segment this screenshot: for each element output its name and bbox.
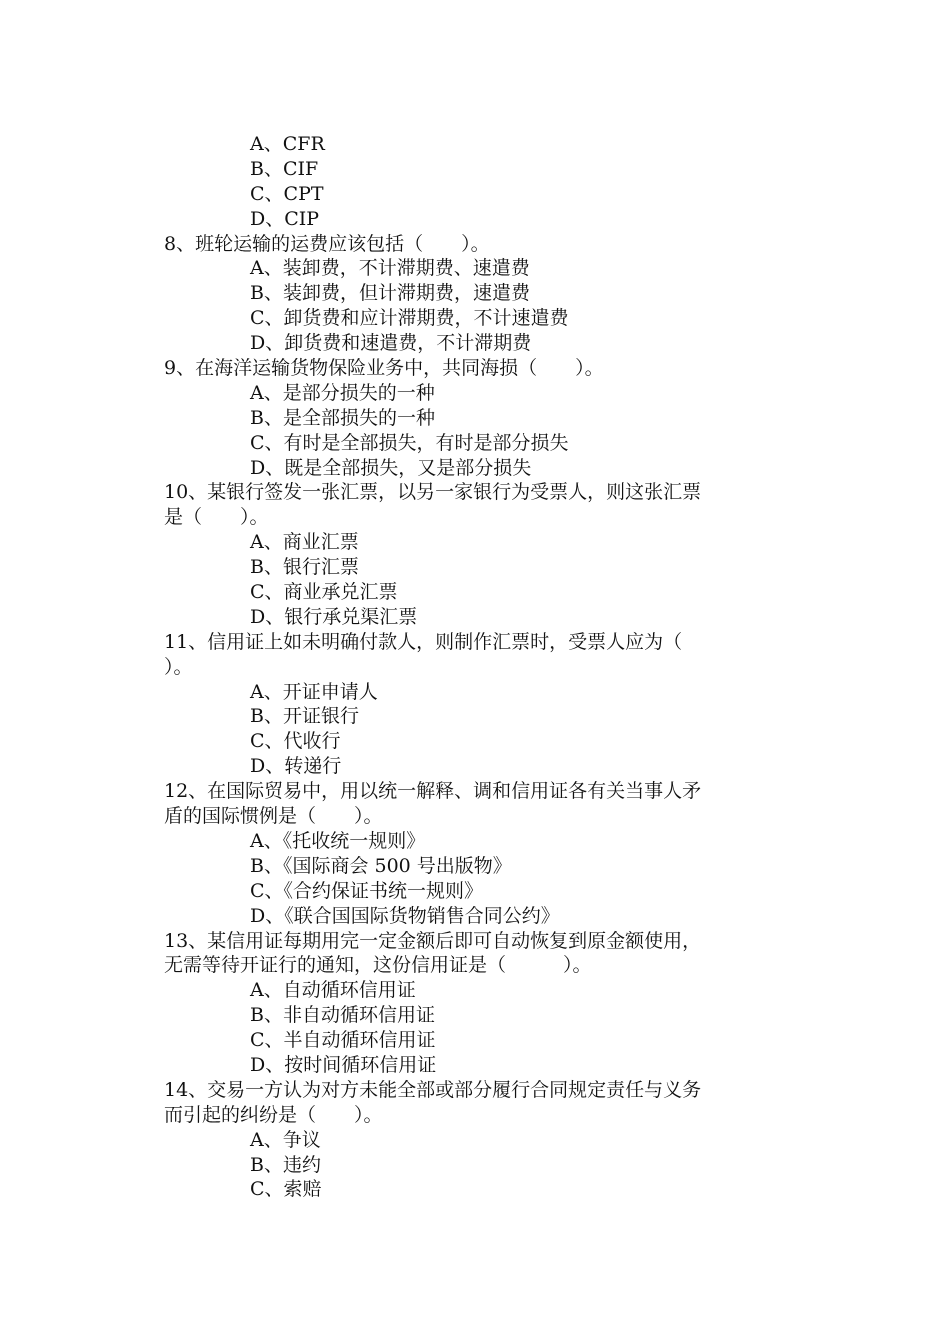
option-line: B、装卸费，但计滞期费，速遣费 bbox=[250, 282, 530, 305]
option-line: D、银行承兑渠汇票 bbox=[250, 605, 418, 628]
question-line: ）。 bbox=[164, 655, 193, 678]
question-line: 14、交易一方认为对方未能全部或部分履行合同规定责任与义务 bbox=[164, 1078, 702, 1101]
option-line: C、CPT bbox=[250, 182, 324, 205]
question-line: 9、在海洋运输货物保险业务中，共同海损（ ）。 bbox=[164, 357, 604, 380]
option-line: D、转递行 bbox=[250, 755, 342, 778]
option-line: D、《联合国国际货物销售合同公约》 bbox=[250, 904, 560, 927]
option-line: A、争议 bbox=[250, 1128, 321, 1151]
option-line: B、是全部损失的一种 bbox=[250, 406, 435, 429]
question-line: 11、信用证上如未明确付款人，则制作汇票时，受票人应为（ bbox=[164, 630, 683, 653]
option-line: D、CIP bbox=[250, 207, 320, 230]
option-line: C、商业承兑汇票 bbox=[250, 581, 398, 604]
question-line: 12、在国际贸易中，用以统一解释、调和信用证各有关当事人矛 bbox=[164, 780, 702, 803]
question-line: 10、某银行签发一张汇票，以另一家银行为受票人，则这张汇票 bbox=[164, 481, 702, 504]
option-line: A、《托收统一规则》 bbox=[250, 829, 426, 852]
option-line: A、商业汇票 bbox=[250, 531, 359, 554]
exam-questions bbox=[164, 132, 788, 1202]
option-line: C、《合约保证书统一规则》 bbox=[250, 879, 484, 902]
option-line: C、半自动循环信用证 bbox=[250, 1029, 436, 1052]
question-line: 盾的国际惯例是（ ）。 bbox=[164, 805, 383, 828]
question-line: 13、某信用证每期用完一定金额后即可自动恢复到原金额使用， bbox=[164, 929, 702, 952]
option-line: A、装卸费，不计滞期费、速遣费 bbox=[250, 257, 530, 280]
question-line: 而引起的纠纷是（ ）。 bbox=[164, 1103, 383, 1126]
option-line: D、按时间循环信用证 bbox=[250, 1053, 437, 1076]
option-line: B、《国际商会 500 号出版物》 bbox=[250, 854, 512, 877]
option-line: C、有时是全部损失，有时是部分损失 bbox=[250, 431, 569, 454]
option-line: B、开证银行 bbox=[250, 705, 359, 728]
option-line: B、银行汇票 bbox=[250, 556, 359, 579]
option-line: D、既是全部损失，又是部分损失 bbox=[250, 456, 532, 479]
option-line: B、CIF bbox=[250, 157, 319, 180]
option-line: A、是部分损失的一种 bbox=[250, 381, 435, 404]
option-line: B、非自动循环信用证 bbox=[250, 1004, 435, 1027]
option-line: D、卸货费和速遣费，不计滞期费 bbox=[250, 332, 532, 355]
option-line: C、代收行 bbox=[250, 730, 341, 753]
question-line: 无需等待开证行的通知，这份信用证是（ ）。 bbox=[164, 954, 592, 977]
option-line: B、违约 bbox=[250, 1153, 321, 1176]
option-line: A、自动循环信用证 bbox=[250, 979, 416, 1002]
question-line: 是（ ）。 bbox=[164, 506, 269, 529]
option-line: C、索赔 bbox=[250, 1178, 322, 1201]
option-line: C、卸货费和应计滞期费，不计速遣费 bbox=[250, 307, 569, 330]
option-line: A、开证申请人 bbox=[250, 680, 378, 703]
question-line: 8、班轮运输的运费应该包括（ ）。 bbox=[164, 232, 490, 255]
option-line: A、CFR bbox=[250, 133, 325, 155]
